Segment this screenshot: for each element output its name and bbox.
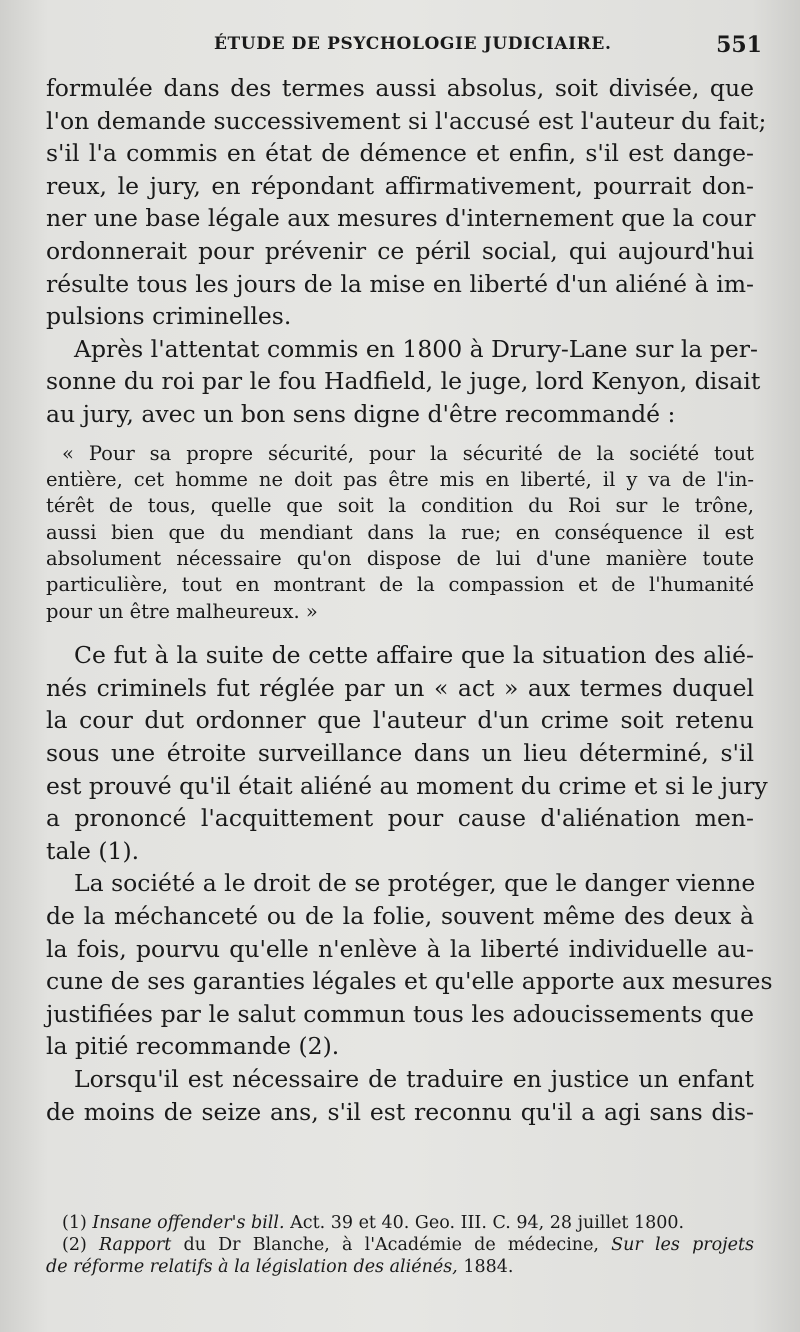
text-line: cune de ses garanties légales et qu'elle apporte aux mesures xyxy=(46,967,773,996)
page-number: 551 xyxy=(716,32,762,58)
text-line: Lorsqu'il est nécessaire de traduire en justice un enfant xyxy=(74,1064,754,1093)
footnote-1 xyxy=(46,1212,754,1234)
footnote-2 xyxy=(46,1234,754,1256)
text-line: est prouvé qu'il était aliéné au moment du crime et si le jury xyxy=(46,771,768,800)
text-line: de la méchanceté ou de la folie, souvent même des deux à xyxy=(46,902,754,931)
text-line: la pitié recommande (2). xyxy=(46,1032,340,1061)
text-line: tale (1). xyxy=(46,836,140,865)
body-text xyxy=(46,72,773,1128)
text-line: nés criminels fut réglée par un « act » aux termes duquel xyxy=(46,673,754,702)
quote-line: absolument nécessaire qu'on dispose de lui d'une manière toute xyxy=(46,547,754,571)
text-line: Après l'attentat commis en 1800 à Drury-Lane sur la per- xyxy=(74,334,758,363)
quote-line: particulière, tout en montrant de la compassion et de l'humanité xyxy=(46,573,754,597)
footnote-mark: (2) xyxy=(62,1235,87,1255)
paragraph-3 xyxy=(46,639,768,867)
text-line: la cour dut ordonner que l'auteur d'un crime soit retenu xyxy=(46,706,754,735)
text-line: pulsions criminelles. xyxy=(46,302,292,331)
footnote-title: de réforme relatifs à la législation des aliénés, xyxy=(46,1257,458,1277)
text-line: reux, le jury, en répondant affirmativement, pourrait don- xyxy=(46,171,754,200)
quote-line: entière, cet homme ne doit pas être mis en liberté, il y va de l'in- xyxy=(46,467,754,491)
quote-line: pour un être malheureux. » xyxy=(46,599,318,623)
footnote-text: Act. 39 et 40. Geo. III. C. 94, 28 juillet 1800. xyxy=(290,1213,685,1233)
text-line: ner une base légale aux mesures d'internement que la cour xyxy=(46,204,756,233)
text-line: l'on demande successivement si l'accusé est l'auteur du fait; xyxy=(46,106,767,135)
text-line: Ce fut à la suite de cette affaire que la situation des alié- xyxy=(74,641,754,670)
footnote-text: du Dr Blanche, à l'Académie de médecine, xyxy=(183,1235,599,1255)
text-line: s'il l'a commis en état de démence et enfin, s'il est dange- xyxy=(46,139,754,168)
footnote-text: 1884. xyxy=(463,1257,514,1277)
text-line: sous une étroite surveillance dans un lieu déterminé, s'il xyxy=(46,739,754,768)
quote-line: aussi bien que du mendiant dans la rue; en conséquence il est xyxy=(46,520,754,544)
footnote-title: Rapport xyxy=(98,1235,172,1255)
quote-line: térêt de tous, quelle que soit la condition du Roi sur le trône, xyxy=(46,494,754,518)
footnote-title: Sur les projets xyxy=(611,1235,754,1255)
text-line: a prononcé l'acquittement pour cause d'aliénation men- xyxy=(46,804,754,833)
page-header xyxy=(0,30,800,64)
footnotes xyxy=(46,1212,754,1278)
footnote-title: Insane offender's bill. xyxy=(92,1213,285,1233)
quote-line: « Pour sa propre sécurité, pour la sécurité de la société tout xyxy=(62,441,754,465)
footnote-mark: (1) xyxy=(62,1213,87,1233)
text-line: La société a le droit de se protéger, que le danger vienne xyxy=(74,869,756,898)
text-line: la fois, pourvu qu'elle n'enlève à la liberté individuelle au- xyxy=(46,934,754,963)
paragraph-4 xyxy=(46,867,773,1063)
block-quote xyxy=(46,441,754,626)
text-line: résulte tous les jours de la mise en liberté d'un aliéné à im- xyxy=(46,269,754,298)
text-line: justifiées par le salut commun tous les adoucissements que xyxy=(46,999,754,1028)
footnote-2-continued xyxy=(46,1256,754,1278)
paragraph-1 xyxy=(46,72,767,333)
text-line: de moins de seize ans, s'il est reconnu qu'il a agi sans dis- xyxy=(46,1097,754,1126)
paragraph-5 xyxy=(46,1063,754,1128)
text-line: formulée dans des termes aussi absolus, soit divisée, que xyxy=(46,74,754,102)
text-line: sonne du roi par le fou Hadfield, le juge, lord Kenyon, disait xyxy=(46,367,761,396)
text-line: au jury, avec un bon sens digne d'être recommandé : xyxy=(46,399,676,428)
paragraph-2 xyxy=(46,333,761,431)
running-head: ÉTUDE DE PSYCHOLOGIE JUDICIAIRE. xyxy=(214,34,612,54)
text-line: ordonnerait pour prévenir ce péril social, qui aujourd'hui xyxy=(46,236,754,265)
